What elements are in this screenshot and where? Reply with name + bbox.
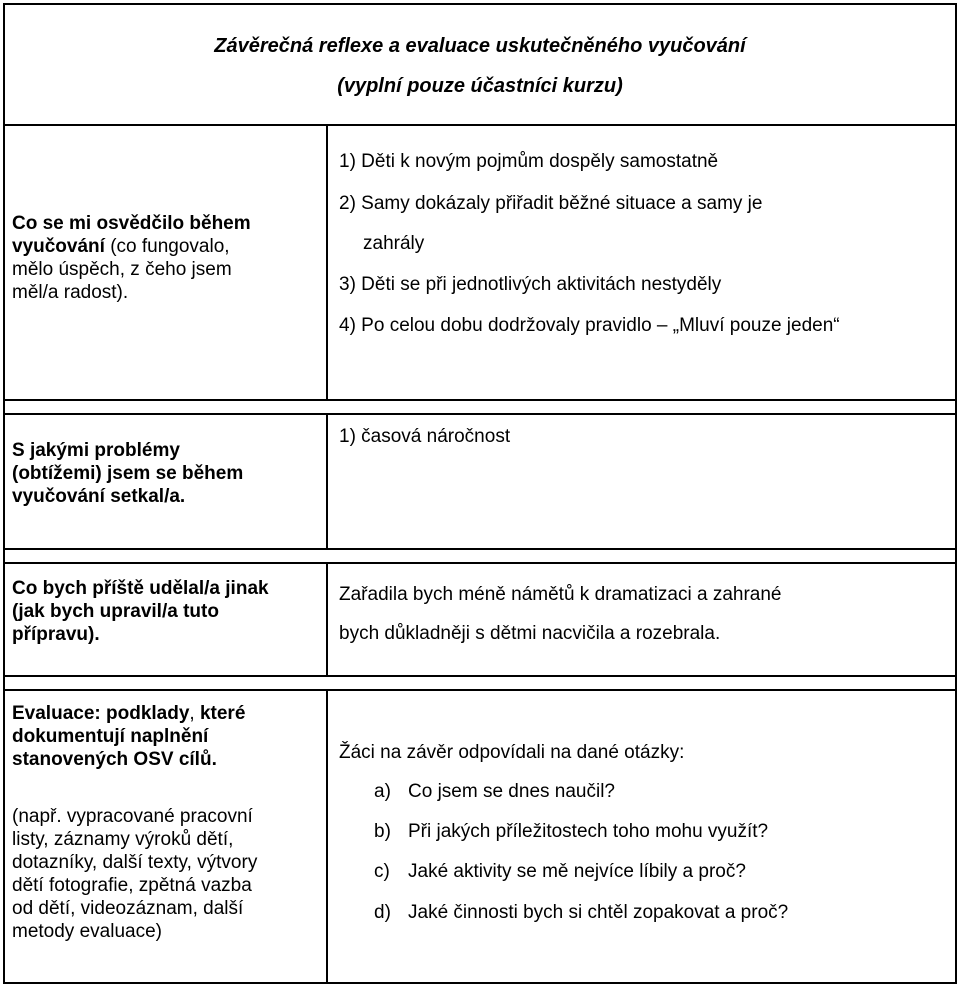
question-letter: a) bbox=[374, 781, 391, 802]
next-time-line: bych důkladněji s dětmi nacvičila a rozebrala. bbox=[339, 623, 721, 644]
problems-label-cell bbox=[3, 415, 328, 550]
page-title: Závěrečná reflexe a evaluace uskutečněného vyučování bbox=[214, 35, 746, 57]
evaluation-label: Evaluace: podklady, které dokumentují naplnění stanovených OSV cílů. bbox=[12, 703, 246, 770]
success-item: 4) Po celou dobu dodržovaly pravidlo – „Mluví pouze jeden“ bbox=[339, 315, 840, 336]
question-text: Jaké činnosti bych si chtěl zopakovat a proč? bbox=[408, 902, 789, 923]
success-content-cell bbox=[328, 126, 957, 401]
row-gap bbox=[3, 677, 957, 691]
success-item: 1) Děti k novým pojmům dospěly samostatně bbox=[339, 151, 719, 172]
problems-item: 1) časová náročnost bbox=[339, 426, 511, 447]
evaluation-note: (např. vypracované pracovní listy, záznamy výroků dětí, dotazníky, další texty, výtvory dětí fotografie, zpětná vazba od dětí, videozáznam, další metody evaluace) bbox=[12, 806, 258, 942]
next-time-label-cell bbox=[3, 564, 328, 677]
question-letter: b) bbox=[374, 821, 391, 842]
question-text: Jaké aktivity se mě nejvíce líbily a proč? bbox=[408, 861, 746, 882]
question-text: Při jakých příležitostech toho mohu využít? bbox=[408, 821, 769, 842]
question-letter: c) bbox=[374, 861, 390, 882]
success-label-cell bbox=[3, 126, 328, 401]
row-success bbox=[3, 126, 957, 401]
row-gap bbox=[3, 550, 957, 564]
evaluation-label-cell bbox=[3, 691, 328, 984]
evaluation-content-cell bbox=[328, 691, 957, 984]
page-subtitle: (vyplní pouze účastníci kurzu) bbox=[337, 75, 623, 97]
success-item-continuation: zahrály bbox=[363, 233, 425, 254]
row-gap bbox=[3, 401, 957, 415]
problems-label: S jakými problémy (obtížemi) jsem se během vyučování setkal/a. bbox=[12, 440, 244, 507]
row-evaluation bbox=[3, 691, 957, 984]
row-next-time bbox=[3, 564, 957, 677]
next-time-label: Co bych příště udělal/a jinak (jak bych upravil/a tuto přípravu). bbox=[12, 578, 269, 645]
row-problems bbox=[3, 415, 957, 550]
next-time-content-cell bbox=[328, 564, 957, 677]
form-header bbox=[3, 3, 957, 126]
evaluation-intro: Žáci na závěr odpovídali na dané otázky: bbox=[339, 742, 685, 763]
success-item: 2) Samy dokázaly přiřadit běžné situace a samy je bbox=[339, 193, 763, 214]
next-time-line: Zařadila bych méně námětů k dramatizaci a zahrané bbox=[339, 584, 782, 605]
question-letter: d) bbox=[374, 902, 391, 923]
problems-content-cell bbox=[328, 415, 957, 550]
success-item: 3) Děti se při jednotlivých aktivitách nestyděly bbox=[339, 274, 722, 295]
success-label: Co se mi osvědčilo během vyučování (co fungovalo, mělo úspěch, z čeho jsem měl/a radost). bbox=[12, 213, 251, 303]
question-text: Co jsem se dnes naučil? bbox=[408, 781, 615, 802]
